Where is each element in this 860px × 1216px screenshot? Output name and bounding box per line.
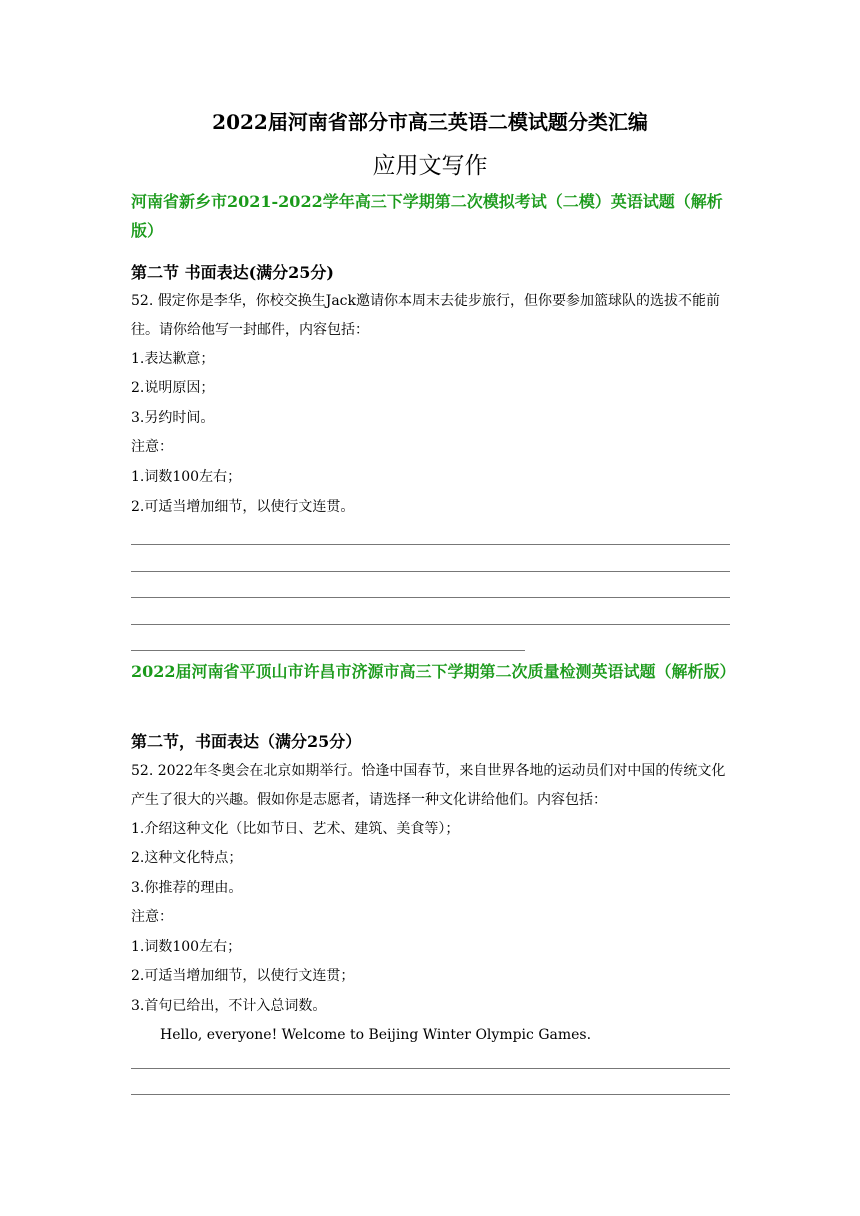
section2-point-3: 3.你推荐的理由。 <box>131 880 243 896</box>
answer-line <box>131 624 730 625</box>
section2-first-sentence: Hello, everyone! Welcome to Beijing Winter Olympic Games. <box>160 1027 592 1043</box>
section2-point-1: 1.介绍这种文化（比如节日、艺术、建筑、美食等）； <box>131 821 460 837</box>
section1-point-2: 2.说明原因； <box>131 380 215 396</box>
section1-source: 河南省新乡市2021-2022学年高三下学期第二次模拟考试（二模）英语试题（解析版） <box>131 192 723 240</box>
section2-note-2: 2.可适当增加细节，以使行文连贯； <box>131 968 355 984</box>
answer-line <box>131 571 730 572</box>
section2-note-label: 注意： <box>131 909 173 925</box>
section2-question: 52. 2022年冬奥会在北京如期举行。恰逢中国春节，来自世界各地的运动员们对中国的传统文化产生了很大的兴趣。假如你是志愿者，请选择一种文化讲给他们。内容包括： <box>131 763 726 808</box>
section1-point-1: 1.表达歉意； <box>131 351 215 367</box>
document-subtitle: 应用文写作 <box>372 153 488 179</box>
answer-line <box>131 650 525 651</box>
section1-point-3: 3.另约时间。 <box>131 410 215 426</box>
section2-note-1: 1.词数100左右； <box>131 939 242 955</box>
section2-source: 2022届河南省平顶山市许昌市济源市高三下学期第二次质量检测英语试题（解析版） <box>131 662 736 681</box>
answer-line <box>131 597 730 598</box>
section1-heading: 第二节 书面表达(满分25分) <box>131 263 334 282</box>
answer-line <box>131 1094 730 1095</box>
section1-note-2: 2.可适当增加细节，以使行文连贯。 <box>131 499 355 515</box>
document-title: 2022届河南省部分市高三英语二模试题分类汇编 <box>212 110 648 134</box>
section1-note-label: 注意： <box>131 439 173 455</box>
section1-question: 52. 假定你是李华，你校交换生Jack邀请你本周末去徒步旅行，但你要参加篮球队的选拔不能前往。请你给他写一封邮件，内容包括： <box>131 293 720 338</box>
section2-point-2: 2.这种文化特点； <box>131 850 243 866</box>
section2-heading: 第二节，书面表达（满分25分） <box>131 732 362 751</box>
answer-line <box>131 1068 730 1069</box>
section2-note-3: 3.首句已给出，不计入总词数。 <box>131 998 327 1014</box>
answer-line <box>131 544 730 545</box>
section1-note-1: 1.词数100左右； <box>131 469 242 485</box>
